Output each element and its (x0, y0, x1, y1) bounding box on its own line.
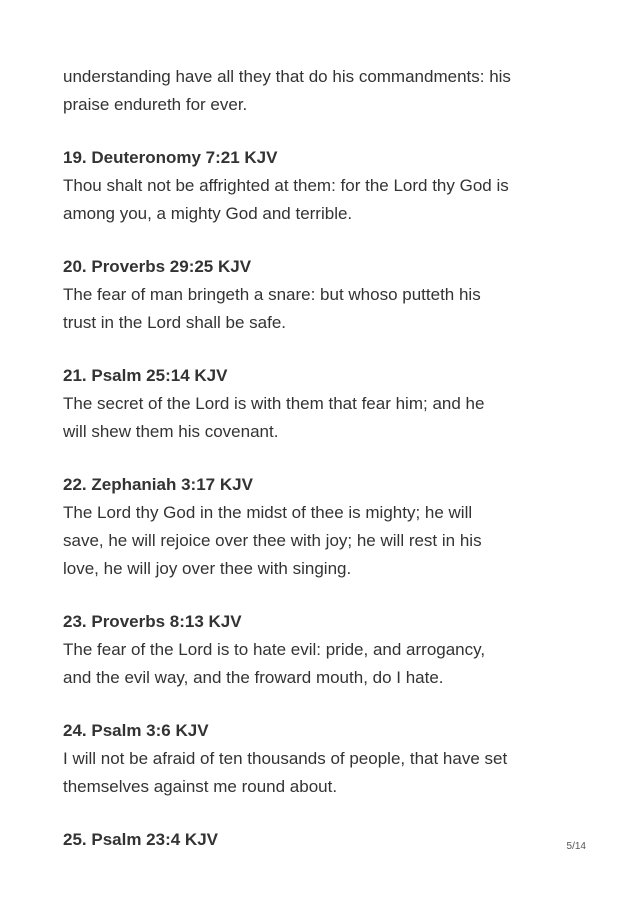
verse-24 (63, 717, 593, 801)
page-number: 5/14 (566, 841, 586, 852)
verse-line: themselves against me round about. (63, 777, 338, 796)
verse-line: The fear of man bringeth a snare: but whoso putteth his (63, 285, 481, 304)
verse-19 (63, 144, 593, 228)
verse-23 (63, 608, 593, 692)
verse-line: trust in the Lord shall be safe. (63, 313, 287, 332)
verse-heading: 22. Zephaniah 3:17 KJV (63, 475, 253, 494)
verse-heading: 24. Psalm 3:6 KJV (63, 721, 209, 740)
verse-line: will shew them his covenant. (63, 422, 279, 441)
verse-line: among you, a mighty God and terrible. (63, 204, 353, 223)
verse-line: Thou shalt not be affrighted at them: for the Lord thy God is (63, 176, 509, 195)
verse-line: The secret of the Lord is with them that fear him; and he (63, 394, 485, 413)
intro-line: praise endureth for ever. (63, 95, 248, 114)
verse-heading: 21. Psalm 25:14 KJV (63, 366, 228, 385)
verse-line: love, he will joy over thee with singing. (63, 559, 352, 578)
verse-heading: 20. Proverbs 29:25 KJV (63, 257, 252, 276)
document-page (63, 63, 593, 854)
verse-line: save, he will rejoice over thee with joy; he will rest in his (63, 531, 482, 550)
verse-22 (63, 471, 593, 583)
verse-25 (63, 826, 593, 854)
verse-heading: 23. Proverbs 8:13 KJV (63, 612, 242, 631)
verse-line: The fear of the Lord is to hate evil: pride, and arrogancy, (63, 640, 486, 659)
verse-21 (63, 362, 593, 446)
verse-heading: 25. Psalm 23:4 KJV (63, 830, 218, 849)
verse-line: I will not be afraid of ten thousands of people, that have set (63, 749, 508, 768)
verse-20 (63, 253, 593, 337)
verse-line: and the evil way, and the froward mouth, do I hate. (63, 668, 444, 687)
verse-heading: 19. Deuteronomy 7:21 KJV (63, 148, 278, 167)
verse-line: The Lord thy God in the midst of thee is mighty; he will (63, 503, 473, 522)
intro-paragraph (63, 63, 593, 119)
intro-line: understanding have all they that do his commandments: his (63, 67, 511, 86)
